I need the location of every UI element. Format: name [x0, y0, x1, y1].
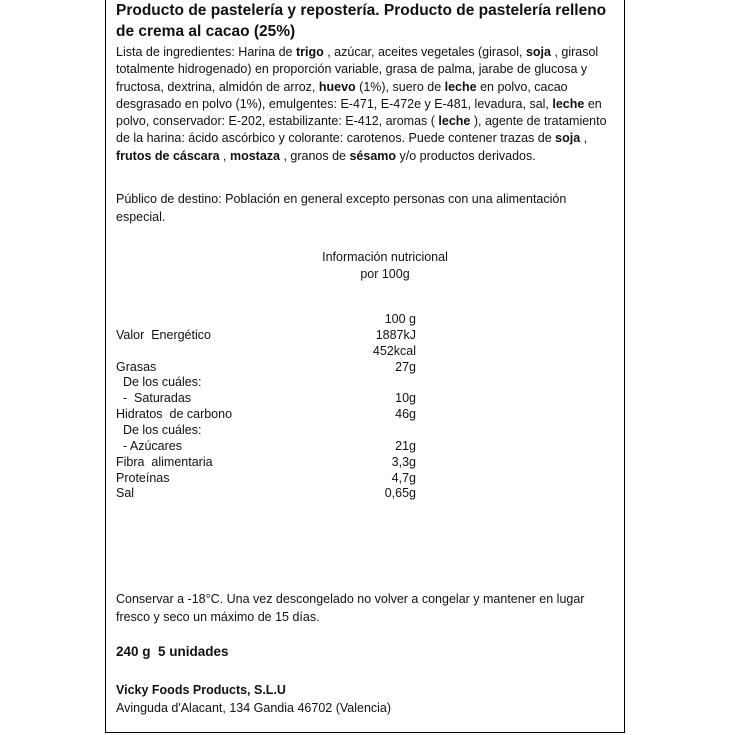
nutrition-label: Fibra alimentaria [116, 454, 213, 469]
nutrition-value: 0,65g [384, 486, 416, 501]
company-address: Avinguda d'Alacant, 134 Gandia 46702 (Valencia) [116, 701, 392, 715]
nutrition-label: - Saturadas [116, 391, 192, 406]
allergen-highlight: soja [555, 131, 581, 146]
allergen-highlight: mostaza [229, 148, 280, 163]
nutrition-row [116, 485, 416, 501]
nutrition-value: 27g [395, 359, 416, 374]
ingredient-text: ), agente de tratamiento de la harina: ácido ascórbico y colorante: carotenos. Puede contener trazas de [116, 114, 607, 146]
nutrition-label: - Azúcares [116, 438, 182, 453]
nutrition-label: De los cuáles: [116, 375, 202, 390]
ingredient-text: , girasol totalmente hidrogenado) en proporción variable, grasa de palma, jarabe de glucosa y fructosa, dextrina, almidón de arroz, [116, 45, 599, 94]
ingredient-text: , granos de [279, 148, 350, 163]
ingredients-list [116, 44, 616, 165]
nutrition-value: 3,3g [391, 454, 416, 469]
allergen-highlight: leche [444, 79, 477, 94]
nutrition-row [116, 454, 416, 470]
nutrition-row [116, 327, 416, 343]
nutrition-title: Información nutricional [322, 250, 448, 264]
allergen-highlight: trigo [295, 45, 324, 59]
ingredient-text: , [219, 148, 230, 163]
nutrition-row [116, 311, 416, 327]
ingredient-text: y/o productos derivados. [396, 148, 536, 163]
nutrition-value: 4,7g [391, 470, 416, 485]
nutrition-row [116, 374, 416, 390]
allergen-highlight: frutos de cáscara [116, 148, 220, 163]
product-title: Producto de pastelería y repostería. Producto de pastelería relleno de crema al cacao (25%) [116, 2, 607, 40]
nutrition-row [116, 343, 416, 359]
nutrition-value: 100 g [384, 312, 416, 326]
nutrition-row [116, 390, 416, 406]
ingredient-text: , azúcar, aceites vegetales (girasol, [323, 45, 526, 59]
ingredient-text: , [580, 131, 588, 146]
nutrition-label: De los cuáles: [116, 422, 202, 437]
nutrition-value: 452kcal [372, 343, 416, 358]
nutrition-row [116, 359, 416, 375]
nutrition-row [116, 438, 416, 454]
allergen-highlight: sésamo [349, 148, 397, 163]
target-audience: Público de destino: Población en general excepto personas con una alimentación especial. [116, 192, 567, 224]
nutrition-row [116, 422, 416, 438]
nutrition-heading [300, 249, 470, 283]
nutrition-value: 1887kJ [375, 327, 416, 342]
allergen-highlight: huevo [318, 79, 356, 94]
ingredient-text: en polvo, conservador: E-202, estabilizante: E-412, aromas ( [116, 96, 602, 129]
company-name: Vicky Foods Products, S.L.U [116, 683, 286, 697]
nutrition-value: 46g [395, 407, 416, 422]
ingredient-text: Lista de ingredientes: Harina de [116, 45, 296, 59]
nutrition-value: 10g [395, 391, 416, 406]
ingredient-text: (1%), suero de [355, 79, 445, 94]
net-content: 240 g 5 unidades [116, 644, 229, 659]
nutrition-label: Valor Energético [116, 327, 211, 342]
nutrition-per: por 100g [360, 267, 410, 281]
nutrition-label: Hidratos de carbono [116, 407, 233, 422]
nutrition-label: Proteínas [116, 470, 170, 485]
allergen-highlight: soja [525, 45, 551, 59]
nutrition-label: Sal [116, 486, 135, 501]
storage-instructions: Conservar a -18°C. Una vez descongelado no volver a congelar y mantener en lugar fresco y seco un máximo de 15 días. [116, 592, 585, 624]
ingredient-text: en polvo, cacao desgrasado en polvo (1%), emulgentes: E-471, E-472e y E-481, levadura, sal, [116, 79, 568, 111]
nutrition-label: Grasas [116, 359, 157, 374]
nutrition-row [116, 406, 416, 422]
nutrition-row [116, 470, 416, 486]
allergen-highlight: leche [438, 114, 471, 129]
nutrition-value: 21g [395, 438, 416, 453]
allergen-highlight: leche [552, 96, 585, 111]
